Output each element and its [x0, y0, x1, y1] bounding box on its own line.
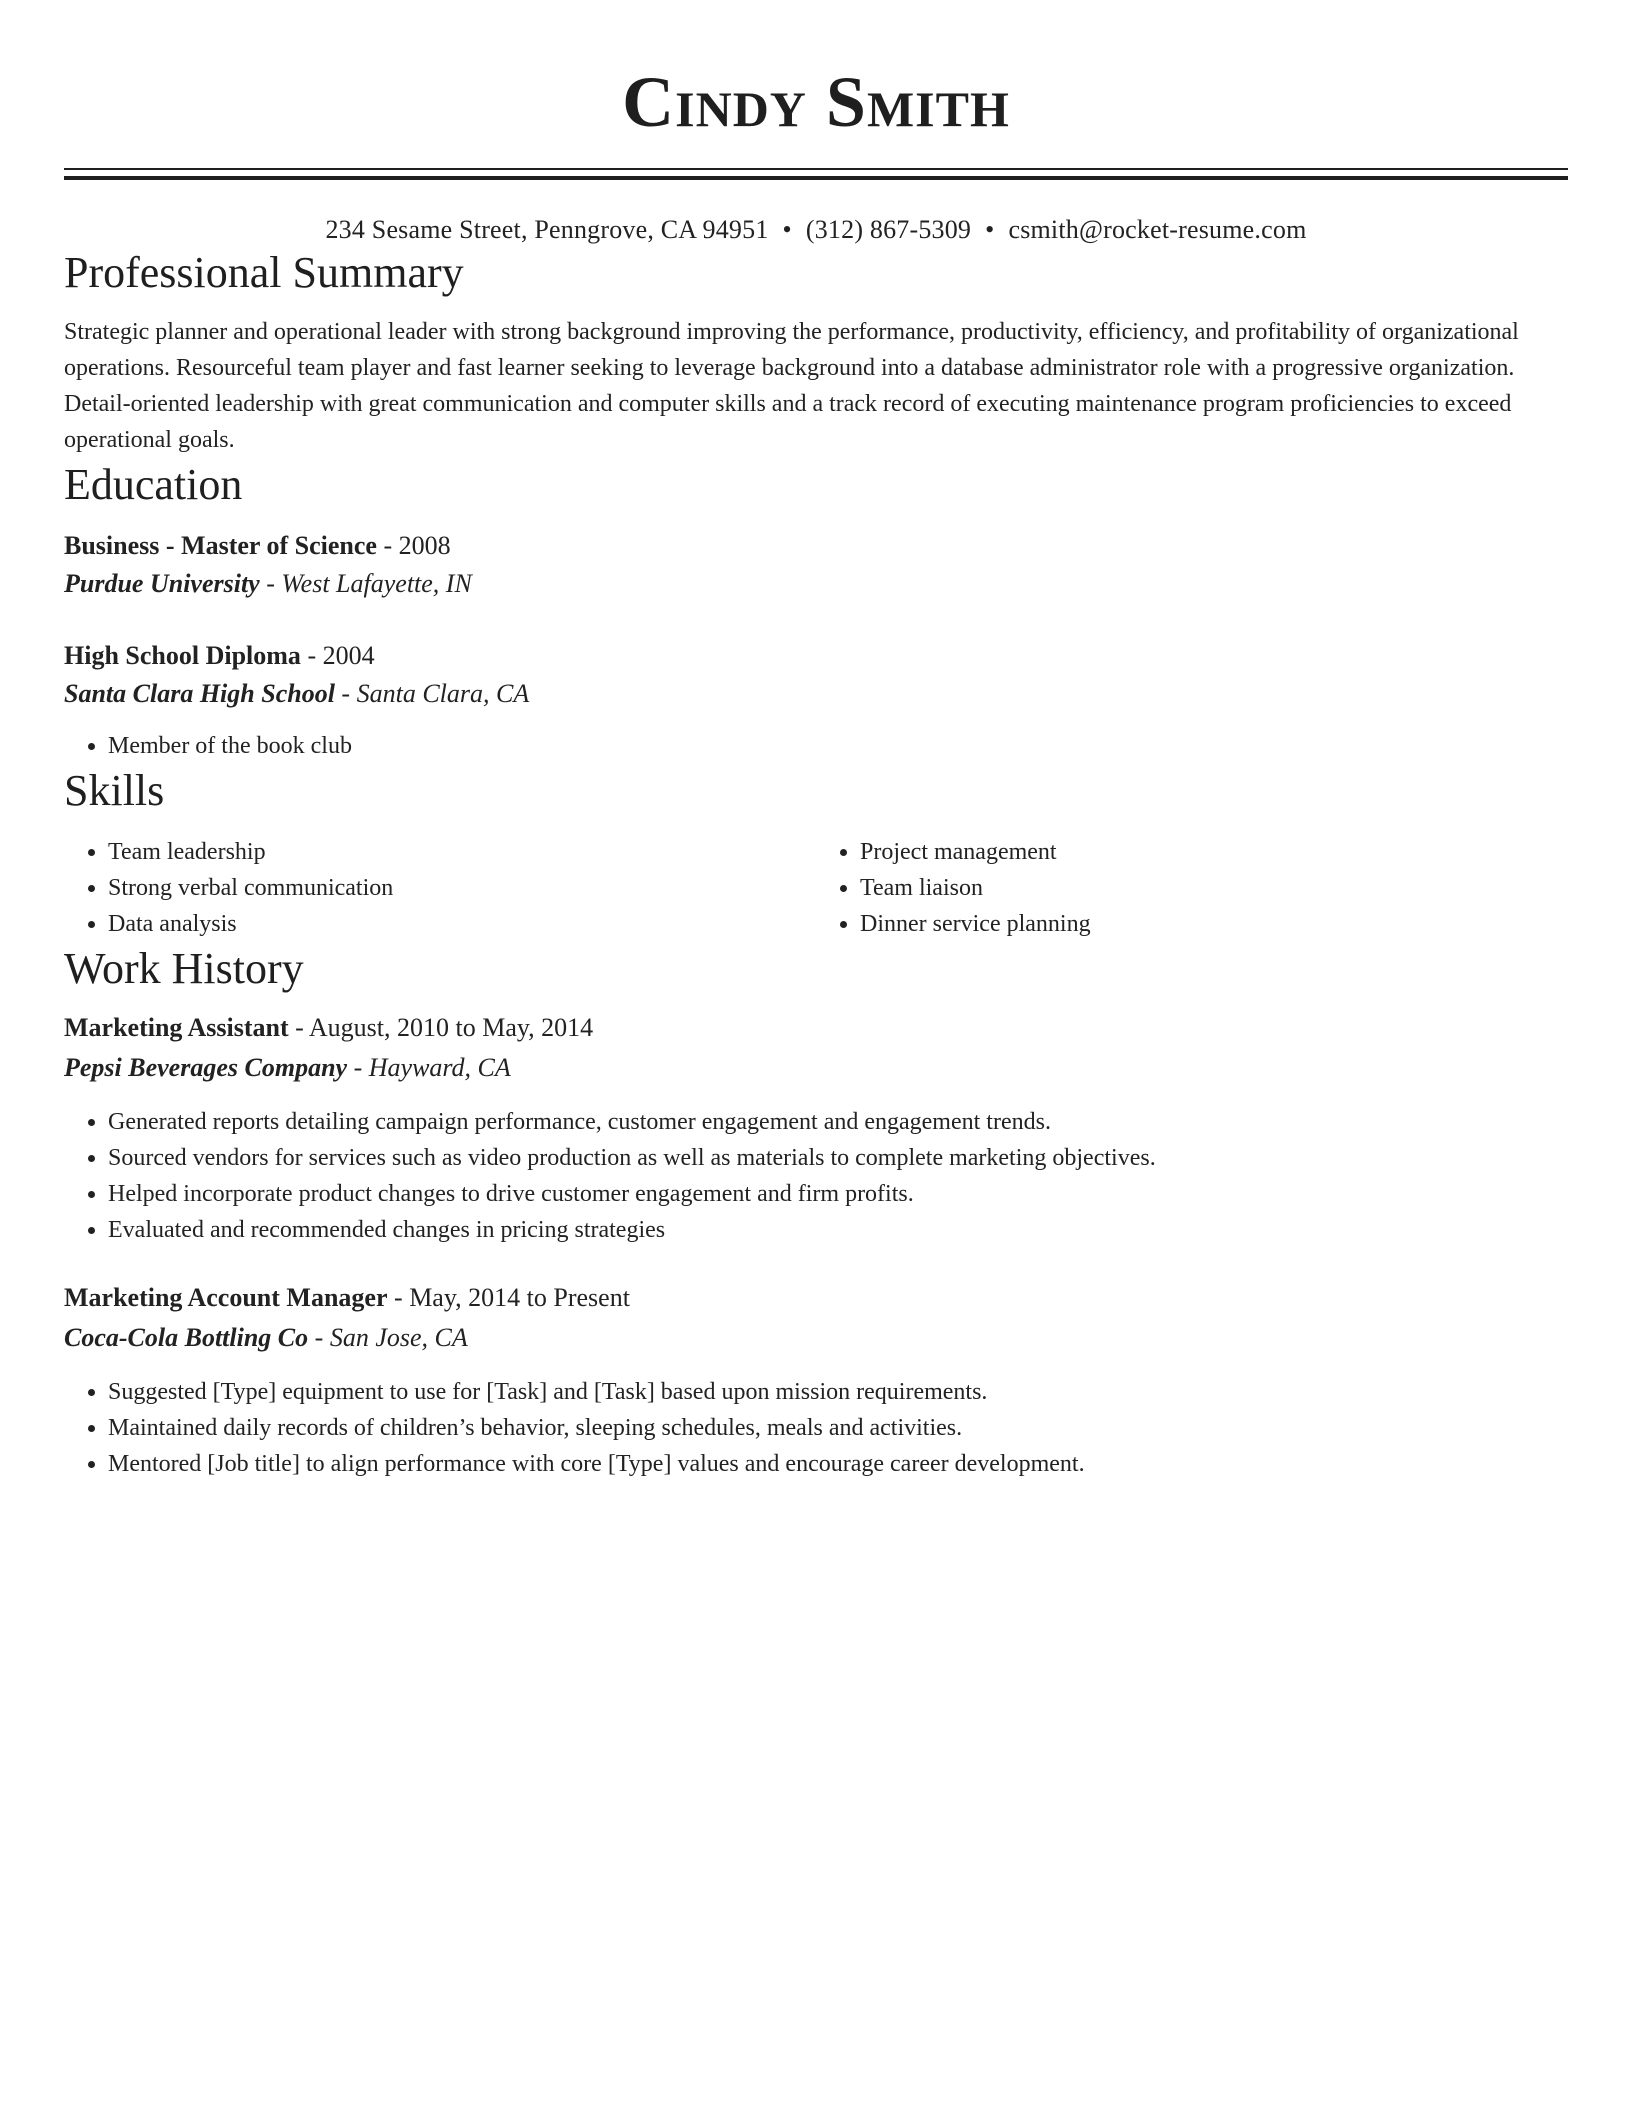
- header-rule-thick: [64, 176, 1568, 180]
- header-rule-thin: [64, 168, 1568, 170]
- section-heading-summary: Professional Summary: [64, 248, 464, 297]
- skill-item: • Strong verbal communication: [108, 870, 816, 906]
- education-entry: [64, 638, 1568, 764]
- skill-item: • Team leadership: [108, 834, 816, 870]
- section-heading-education: Education: [64, 460, 243, 509]
- candidate-name: Cindy Smith: [622, 62, 1010, 142]
- list-item: • Sourced vendors for services such as video production as well as materials to complete marketing objectives.: [108, 1140, 1568, 1176]
- education-degree-line: Business - Master of Science - 2008: [64, 531, 451, 560]
- job-title-line: Marketing Account Manager - May, 2014 to Present: [64, 1283, 630, 1312]
- education-entry: [64, 528, 1568, 602]
- education-school: Purdue University: [64, 569, 260, 598]
- education-year: 2008: [398, 531, 451, 560]
- job-company-line: Coca-Cola Bottling Co - San Jose, CA: [64, 1323, 468, 1352]
- job-bullets: [64, 1374, 1568, 1482]
- education-year: 2004: [322, 641, 375, 670]
- list-item: • Suggested [Type] equipment to use for [Task] and [Task] based upon mission requirements.: [108, 1374, 1568, 1410]
- education-school: Santa Clara High School: [64, 679, 335, 708]
- skills-column-right: [816, 834, 1568, 942]
- work-entry: [64, 1010, 1568, 1248]
- list-item: • Generated reports detailing campaign performance, customer engagement and engagement trends.: [108, 1104, 1568, 1140]
- section-heading-work-history: Work History: [64, 944, 304, 993]
- contact-separator: •: [985, 215, 995, 244]
- section-heading-skills: Skills: [64, 766, 165, 815]
- skills-column-left: [64, 834, 816, 942]
- job-company: Coca-Cola Bottling Co: [64, 1323, 309, 1352]
- list-item: • Member of the book club: [108, 728, 1568, 764]
- job-location: Hayward, CA: [368, 1053, 511, 1082]
- contact-line: [64, 214, 1568, 246]
- job-bullets: [64, 1104, 1568, 1248]
- skill-item: • Team liaison: [860, 870, 1568, 906]
- job-company-line: Pepsi Beverages Company - Hayward, CA: [64, 1053, 511, 1082]
- education-degree-line: High School Diploma - 2004: [64, 641, 375, 670]
- skill-item: • Project management: [860, 834, 1568, 870]
- work-entry: [64, 1280, 1568, 1482]
- job-title: Marketing Account Manager: [64, 1283, 388, 1312]
- summary-text: Strategic planner and operational leader with strong background improving the performance, productivity, efficiency, and profitability of organizational operations. Resourceful team player and fast learner seeking to leverage background into a database administrator role with a progressive organization. Detail-oriented leadership with great communication and computer skills and a track record of executing maintenance program proficiencies to exceed operational goals.: [64, 319, 1519, 453]
- education-degree: Business - Master of Science: [64, 531, 377, 560]
- list-item: • Evaluated and recommended changes in pricing strategies: [108, 1212, 1568, 1248]
- job-title-line: Marketing Assistant - August, 2010 to May, 2014: [64, 1013, 594, 1042]
- skills-list: [64, 834, 1568, 942]
- education-degree: High School Diploma: [64, 641, 301, 670]
- education-bullets: [64, 728, 1568, 764]
- job-dates: August, 2010 to May, 2014: [308, 1013, 594, 1042]
- list-item: • Helped incorporate product changes to drive customer engagement and firm profits.: [108, 1176, 1568, 1212]
- list-item: • Maintained daily records of children’s behavior, sleeping schedules, meals and activities.: [108, 1410, 1568, 1446]
- contact-separator: •: [782, 215, 792, 244]
- skill-item: • Dinner service planning: [860, 906, 1568, 942]
- education-location: Santa Clara, CA: [356, 679, 530, 708]
- job-location: San Jose, CA: [329, 1323, 468, 1352]
- job-company: Pepsi Beverages Company: [64, 1053, 348, 1082]
- education-school-line: Purdue University - West Lafayette, IN: [64, 569, 472, 598]
- job-dates: May, 2014 to Present: [409, 1283, 630, 1312]
- education-location: West Lafayette, IN: [281, 569, 472, 598]
- resume-page: [64, 0, 1568, 1482]
- contact-email: csmith@rocket-resume.com: [1008, 215, 1307, 244]
- contact-address: 234 Sesame Street, Penngrove, CA 94951: [325, 215, 769, 244]
- skill-item: • Data analysis: [108, 906, 816, 942]
- education-school-line: Santa Clara High School - Santa Clara, CA: [64, 679, 530, 708]
- job-title: Marketing Assistant: [64, 1013, 289, 1042]
- list-item: • Mentored [Job title] to align performance with core [Type] values and encourage career development.: [108, 1446, 1568, 1482]
- contact-phone: (312) 867-5309: [805, 215, 972, 244]
